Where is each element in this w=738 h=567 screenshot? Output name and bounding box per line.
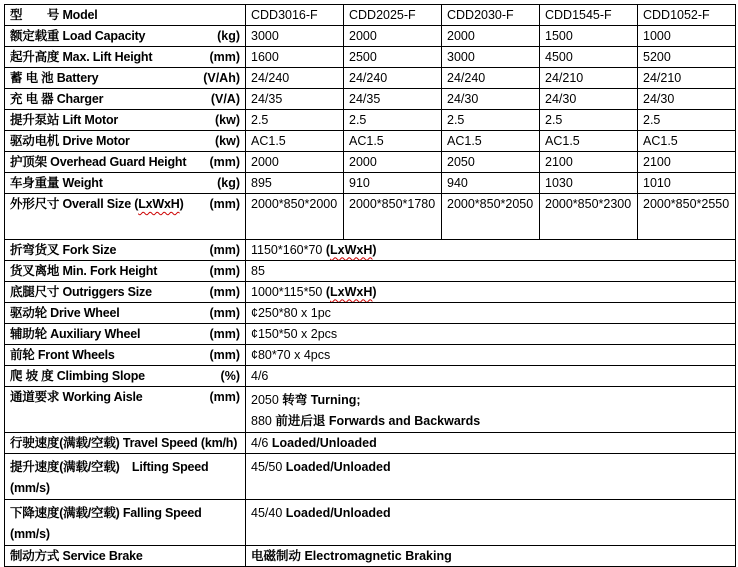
spec-row-lift-motor bbox=[5, 110, 736, 131]
spec-label-cell bbox=[5, 110, 246, 131]
spec-label-line-1: 提升速度(满载/空载) Lifting Speed bbox=[10, 460, 209, 474]
merged-row-service-brake bbox=[5, 546, 736, 567]
spec-value-cell: 5200 bbox=[638, 47, 736, 68]
spec-label-cell bbox=[5, 366, 246, 387]
spec-row-overhead-guard-height bbox=[5, 152, 736, 173]
spec-table bbox=[4, 4, 736, 567]
spec-label: 底腿尺寸 Outriggers Size bbox=[10, 284, 152, 299]
falling-speed-value: 45/40 Loaded/Unloaded bbox=[251, 506, 391, 520]
spec-value-cell: AC1.5 bbox=[638, 131, 736, 152]
lifting-speed-value: 45/50 Loaded/Unloaded bbox=[251, 460, 391, 474]
spec-value-cell: 2000 bbox=[344, 26, 442, 47]
working-aisle-line-2: 880 前进后退 Forwards and Backwards bbox=[251, 414, 481, 428]
spec-label: 制动方式 Service Brake bbox=[10, 548, 143, 563]
spec-value-cell: 2.5 bbox=[540, 110, 638, 131]
spec-value-cell: 24/240 bbox=[246, 68, 344, 89]
merged-value-cell: 1150*160*70 (LxWxH) bbox=[246, 240, 736, 261]
spec-unit: (kg) bbox=[217, 28, 240, 43]
spec-unit: (kw) bbox=[215, 133, 240, 148]
spec-unit: (kw) bbox=[215, 112, 240, 127]
spec-value-cell: 910 bbox=[344, 173, 442, 194]
spec-label: 外形尺寸 Overall Size (LxWxH) bbox=[10, 197, 184, 211]
spec-label-line-1: 下降速度(满载/空载) Falling Speed bbox=[10, 506, 202, 520]
spec-unit: (mm) bbox=[209, 197, 240, 211]
merged-value-cell: ¢150*50 x 2pcs bbox=[246, 324, 736, 345]
spec-label: 通道要求 Working Aisle bbox=[10, 390, 143, 404]
spec-value-cell: 3000 bbox=[246, 26, 344, 47]
spec-unit: (mm) bbox=[209, 326, 240, 341]
merged-value-cell: 4/6 bbox=[246, 366, 736, 387]
spec-label: 护顶架 Overhead Guard Height bbox=[10, 154, 187, 169]
merged-value-cell: 1000*115*50 (LxWxH) bbox=[246, 282, 736, 303]
spec-label-cell bbox=[5, 131, 246, 152]
merged-row-min-fork-height bbox=[5, 261, 736, 282]
spec-unit: (mm) bbox=[209, 347, 240, 362]
merged-row-falling-speed bbox=[5, 500, 736, 546]
spec-value-cell: AC1.5 bbox=[344, 131, 442, 152]
spec-value-cell: AC1.5 bbox=[246, 131, 344, 152]
model-name-cell bbox=[246, 5, 344, 26]
spec-label: 起升高度 Max. Lift Height bbox=[10, 49, 153, 64]
spec-label: 爬 坡 度 Climbing Slope bbox=[10, 368, 145, 383]
spec-value-cell: 2000 bbox=[246, 152, 344, 173]
merged-value-cell bbox=[246, 387, 736, 433]
spec-row-battery bbox=[5, 68, 736, 89]
spec-label-cell bbox=[5, 173, 246, 194]
model-name-cell bbox=[540, 5, 638, 26]
spec-row-charger bbox=[5, 89, 736, 110]
spec-label: 货叉离地 Min. Fork Height bbox=[10, 263, 158, 278]
spec-value-cell: 1600 bbox=[246, 47, 344, 68]
spec-value-cell: 2000 bbox=[442, 26, 540, 47]
working-aisle-line-1: 2050 转弯 Turning; bbox=[251, 393, 361, 407]
model-name: CDD2025-F bbox=[349, 7, 416, 22]
spec-value-cell: 2050 bbox=[442, 152, 540, 173]
spec-label-cell bbox=[5, 433, 246, 454]
model-header-row bbox=[5, 5, 736, 26]
spec-label-cell bbox=[5, 500, 246, 546]
spec-value-cell: 2500 bbox=[344, 47, 442, 68]
spec-unit: (kg) bbox=[217, 175, 240, 190]
spec-value-cell: 24/210 bbox=[638, 68, 736, 89]
spec-label-cell bbox=[5, 26, 246, 47]
merged-row-working-aisle bbox=[5, 387, 736, 433]
spec-label-cell bbox=[5, 261, 246, 282]
spec-label: 辅助轮 Auxiliary Wheel bbox=[10, 326, 141, 341]
spec-label-cell bbox=[5, 152, 246, 173]
spec-label-cell bbox=[5, 303, 246, 324]
spec-value-cell: 895 bbox=[246, 173, 344, 194]
model-header-label: 型 号 Model bbox=[10, 7, 98, 22]
spec-label-cell bbox=[5, 454, 246, 500]
spec-label-cell bbox=[5, 68, 246, 89]
spec-unit: (mm) bbox=[209, 284, 240, 299]
spec-value-cell: 2.5 bbox=[344, 110, 442, 131]
spec-label-cell bbox=[5, 240, 246, 261]
spec-label-cell bbox=[5, 345, 246, 366]
model-name-cell bbox=[442, 5, 540, 26]
spec-label: 蓄 电 池 Battery bbox=[10, 70, 99, 85]
merged-row-travel-speed bbox=[5, 433, 736, 454]
spec-label: 提升泵站 Lift Motor bbox=[10, 112, 119, 127]
spec-row-overall-size bbox=[5, 194, 736, 240]
spec-label-line-2: (mm/s) bbox=[10, 481, 50, 495]
spec-unit: (V/A) bbox=[210, 91, 240, 106]
spec-value-cell: AC1.5 bbox=[442, 131, 540, 152]
merged-row-auxiliary-wheel bbox=[5, 324, 736, 345]
merged-row-front-wheels bbox=[5, 345, 736, 366]
spec-label-cell bbox=[5, 282, 246, 303]
merged-row-lifting-speed bbox=[5, 454, 736, 500]
merged-row-fork-size bbox=[5, 240, 736, 261]
merged-value-cell bbox=[246, 454, 736, 500]
spec-value-cell: 2000*850*1780 bbox=[344, 194, 442, 240]
spec-unit: (mm) bbox=[209, 154, 240, 169]
spec-label: 额定载重 Load Capacity bbox=[10, 28, 146, 43]
model-name-cell bbox=[344, 5, 442, 26]
spec-value-cell: 2000 bbox=[344, 152, 442, 173]
spec-label: 车身重量 Weight bbox=[10, 175, 103, 190]
spec-value-cell: 24/30 bbox=[540, 89, 638, 110]
spec-value-cell: 1000 bbox=[638, 26, 736, 47]
spec-value-cell: 2000*850*2050 bbox=[442, 194, 540, 240]
spec-value-cell: 2.5 bbox=[442, 110, 540, 131]
model-name: CDD3016-F bbox=[251, 7, 318, 22]
spec-value-cell: 940 bbox=[442, 173, 540, 194]
spec-value-cell: AC1.5 bbox=[540, 131, 638, 152]
spec-label: 折弯货叉 Fork Size bbox=[10, 242, 117, 257]
spec-label-cell bbox=[5, 89, 246, 110]
model-name: CDD2030-F bbox=[447, 7, 514, 22]
model-header-label-cell bbox=[5, 5, 246, 26]
spec-label-cell bbox=[5, 387, 246, 433]
spec-unit: (mm) bbox=[209, 390, 240, 404]
spec-value-cell: 24/240 bbox=[442, 68, 540, 89]
spec-label: 前轮 Front Wheels bbox=[10, 347, 115, 362]
model-name: CDD1545-F bbox=[545, 7, 612, 22]
spec-unit: (%) bbox=[220, 368, 240, 383]
spec-value-cell: 1030 bbox=[540, 173, 638, 194]
spec-value-cell: 24/240 bbox=[344, 68, 442, 89]
spec-value-cell: 24/35 bbox=[246, 89, 344, 110]
spec-value-cell: 2000*850*2300 bbox=[540, 194, 638, 240]
spec-value-cell: 3000 bbox=[442, 47, 540, 68]
spec-row-drive-motor bbox=[5, 131, 736, 152]
spec-row-load-capacity bbox=[5, 26, 736, 47]
merged-value-cell: 4/6 Loaded/Unloaded bbox=[246, 433, 736, 454]
spec-label-line-2: (mm/s) bbox=[10, 527, 50, 541]
merged-value-cell bbox=[246, 500, 736, 546]
spec-label-cell bbox=[5, 194, 246, 240]
merged-row-drive-wheel bbox=[5, 303, 736, 324]
merged-value-cell: ¢80*70 x 4pcs bbox=[246, 345, 736, 366]
spec-value-cell: 1010 bbox=[638, 173, 736, 194]
spec-value-cell: 2.5 bbox=[246, 110, 344, 131]
spec-label: 驱动电机 Drive Motor bbox=[10, 133, 130, 148]
spec-value-cell: 1500 bbox=[540, 26, 638, 47]
spec-label-cell bbox=[5, 546, 246, 567]
spec-label: 行驶速度(满载/空载) Travel Speed (km/h) bbox=[10, 435, 238, 450]
spec-label-cell bbox=[5, 47, 246, 68]
spec-unit: (mm) bbox=[209, 263, 240, 278]
spec-value-cell: 2100 bbox=[638, 152, 736, 173]
spec-value-cell: 2000*850*2000 bbox=[246, 194, 344, 240]
merged-value-cell: 85 bbox=[246, 261, 736, 282]
model-name-cell bbox=[638, 5, 736, 26]
spec-row-weight bbox=[5, 173, 736, 194]
spec-value-cell: 2000*850*2550 bbox=[638, 194, 736, 240]
spec-label: 充 电 器 Charger bbox=[10, 91, 104, 106]
spec-unit: (mm) bbox=[209, 49, 240, 64]
merged-value-cell: ¢250*80 x 1pc bbox=[246, 303, 736, 324]
spec-value-cell: 24/35 bbox=[344, 89, 442, 110]
spec-unit: (mm) bbox=[209, 305, 240, 320]
merged-row-climbing-slope bbox=[5, 366, 736, 387]
spec-label: 驱动轮 Drive Wheel bbox=[10, 305, 120, 320]
spec-row-max-lift-height bbox=[5, 47, 736, 68]
spec-value-cell: 4500 bbox=[540, 47, 638, 68]
spec-value-cell: 2.5 bbox=[638, 110, 736, 131]
spec-value-cell: 24/30 bbox=[638, 89, 736, 110]
spec-unit: (V/Ah) bbox=[203, 70, 240, 85]
spec-label-cell bbox=[5, 324, 246, 345]
merged-value-cell: 电磁制动 Electromagnetic Braking bbox=[246, 546, 736, 567]
spec-table-container bbox=[4, 4, 736, 567]
model-name: CDD1052-F bbox=[643, 7, 710, 22]
merged-row-outriggers-size bbox=[5, 282, 736, 303]
spec-value-cell: 2100 bbox=[540, 152, 638, 173]
spec-value-cell: 24/210 bbox=[540, 68, 638, 89]
spec-value-cell: 24/30 bbox=[442, 89, 540, 110]
spec-unit: (mm) bbox=[209, 242, 240, 257]
